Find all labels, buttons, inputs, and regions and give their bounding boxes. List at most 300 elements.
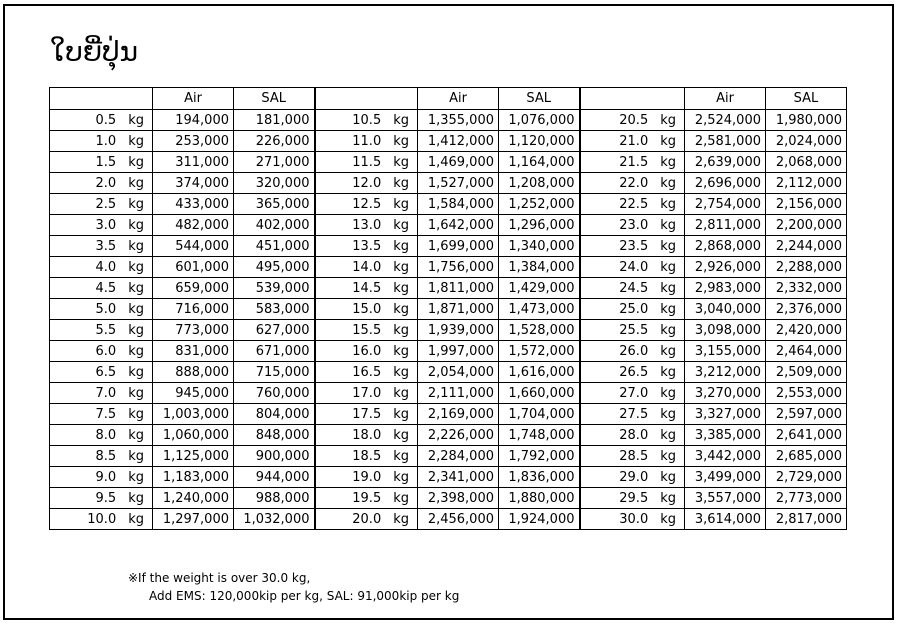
air-rate-cell: 1,642,000 — [418, 215, 499, 236]
weight-value: 25.5 — [619, 322, 649, 338]
weight-value: 2.5 — [95, 196, 117, 212]
weight-unit: kg — [393, 301, 409, 317]
sal-rate-cell: 2,288,000 — [766, 257, 847, 278]
weight-cell — [580, 341, 685, 362]
weight-cell — [315, 341, 418, 362]
weight-cell — [315, 110, 418, 131]
weight-cell — [315, 278, 418, 299]
sal-rate-cell: 2,332,000 — [766, 278, 847, 299]
weight-cell — [580, 257, 685, 278]
weight-unit: kg — [128, 448, 144, 464]
weight-value: 5.0 — [95, 301, 117, 317]
rate-table-body — [50, 110, 847, 530]
weight-value: 3.5 — [95, 238, 117, 254]
weight-value: 27.5 — [619, 406, 649, 422]
air-rate-cell: 945,000 — [153, 383, 234, 404]
weight-unit: kg — [660, 112, 676, 128]
weight-cell — [580, 383, 685, 404]
weight-unit: kg — [128, 469, 144, 485]
air-rate-cell: 1,939,000 — [418, 320, 499, 341]
air-header: Air — [418, 88, 499, 110]
sal-rate-cell: 715,000 — [234, 362, 315, 383]
weight-cell — [50, 257, 153, 278]
sal-rate-cell: 2,244,000 — [766, 236, 847, 257]
air-rate-cell: 2,811,000 — [685, 215, 766, 236]
weight-value: 8.0 — [95, 427, 117, 443]
weight-cell — [580, 509, 685, 530]
air-rate-cell: 3,098,000 — [685, 320, 766, 341]
notes — [128, 569, 459, 605]
table-row — [50, 509, 847, 530]
weight-unit: kg — [128, 364, 144, 380]
weight-cell — [580, 467, 685, 488]
air-rate-cell: 194,000 — [153, 110, 234, 131]
note-line-1: ※If the weight is over 30.0 kg, — [128, 571, 311, 585]
sal-rate-cell: 2,729,000 — [766, 467, 847, 488]
weight-unit: kg — [128, 406, 144, 422]
weight-value: 5.5 — [95, 322, 117, 338]
weight-unit: kg — [660, 427, 676, 443]
air-rate-cell: 1,003,000 — [153, 404, 234, 425]
sal-rate-cell: 671,000 — [234, 341, 315, 362]
weight-cell — [50, 131, 153, 152]
weight-unit: kg — [393, 133, 409, 149]
sal-rate-cell: 900,000 — [234, 446, 315, 467]
sal-rate-cell: 944,000 — [234, 467, 315, 488]
weight-value: 20.5 — [619, 112, 649, 128]
table-row — [50, 236, 847, 257]
weight-value: 1.5 — [95, 154, 117, 170]
weight-unit: kg — [393, 364, 409, 380]
air-rate-cell: 1,125,000 — [153, 446, 234, 467]
sal-rate-cell: 2,553,000 — [766, 383, 847, 404]
sal-rate-cell: 2,464,000 — [766, 341, 847, 362]
weight-cell — [580, 236, 685, 257]
air-rate-cell: 1,871,000 — [418, 299, 499, 320]
weight-unit: kg — [393, 385, 409, 401]
weight-value: 18.5 — [352, 448, 382, 464]
weight-value: 23.5 — [619, 238, 649, 254]
table-row — [50, 299, 847, 320]
table-row — [50, 320, 847, 341]
sal-rate-cell: 181,000 — [234, 110, 315, 131]
weight-value: 9.0 — [95, 469, 117, 485]
sal-rate-cell: 1,076,000 — [499, 110, 580, 131]
air-rate-cell: 2,456,000 — [418, 509, 499, 530]
air-rate-cell: 544,000 — [153, 236, 234, 257]
air-rate-cell: 2,226,000 — [418, 425, 499, 446]
weight-cell — [580, 110, 685, 131]
air-rate-cell: 482,000 — [153, 215, 234, 236]
weight-cell — [50, 320, 153, 341]
weight-value: 18.0 — [352, 427, 382, 443]
weight-unit: kg — [660, 511, 676, 527]
sal-rate-cell: 1,792,000 — [499, 446, 580, 467]
weight-value: 17.0 — [352, 385, 382, 401]
air-rate-cell: 2,341,000 — [418, 467, 499, 488]
sal-header: SAL — [234, 88, 315, 110]
weight-cell — [50, 446, 153, 467]
weight-value: 23.0 — [619, 217, 649, 233]
sal-rate-cell: 1,836,000 — [499, 467, 580, 488]
air-rate-cell: 2,524,000 — [685, 110, 766, 131]
air-rate-cell: 3,040,000 — [685, 299, 766, 320]
air-rate-cell: 1,060,000 — [153, 425, 234, 446]
weight-cell — [315, 194, 418, 215]
sal-rate-cell: 1,429,000 — [499, 278, 580, 299]
weight-cell — [580, 404, 685, 425]
sal-rate-cell: 1,660,000 — [499, 383, 580, 404]
sal-rate-cell: 1,980,000 — [766, 110, 847, 131]
sal-rate-cell: 1,252,000 — [499, 194, 580, 215]
weight-cell — [50, 341, 153, 362]
sal-rate-cell: 402,000 — [234, 215, 315, 236]
weight-unit: kg — [393, 175, 409, 191]
sal-rate-cell: 2,597,000 — [766, 404, 847, 425]
sal-rate-cell: 1,880,000 — [499, 488, 580, 509]
weight-value: 8.5 — [95, 448, 117, 464]
weight-cell — [315, 236, 418, 257]
weight-unit: kg — [393, 427, 409, 443]
weight-unit: kg — [393, 469, 409, 485]
weight-header — [580, 88, 685, 110]
weight-value: 10.5 — [352, 112, 382, 128]
weight-unit: kg — [128, 385, 144, 401]
sal-rate-cell: 1,164,000 — [499, 152, 580, 173]
air-rate-cell: 3,499,000 — [685, 467, 766, 488]
rate-table — [49, 87, 847, 530]
air-rate-cell: 2,868,000 — [685, 236, 766, 257]
weight-unit: kg — [660, 448, 676, 464]
air-rate-cell: 2,926,000 — [685, 257, 766, 278]
weight-value: 19.5 — [352, 490, 382, 506]
weight-unit: kg — [660, 406, 676, 422]
weight-cell — [315, 320, 418, 341]
table-header-row — [50, 88, 847, 110]
weight-unit: kg — [393, 154, 409, 170]
weight-cell — [580, 362, 685, 383]
weight-unit: kg — [128, 196, 144, 212]
weight-unit: kg — [393, 490, 409, 506]
weight-cell — [580, 152, 685, 173]
weight-cell — [315, 299, 418, 320]
weight-cell — [50, 404, 153, 425]
air-rate-cell: 1,811,000 — [418, 278, 499, 299]
weight-value: 3.0 — [95, 217, 117, 233]
weight-value: 16.5 — [352, 364, 382, 380]
weight-unit: kg — [393, 448, 409, 464]
weight-unit: kg — [393, 280, 409, 296]
sal-rate-cell: 451,000 — [234, 236, 315, 257]
weight-value: 19.0 — [352, 469, 382, 485]
sal-rate-cell: 1,208,000 — [499, 173, 580, 194]
table-row — [50, 110, 847, 131]
sal-rate-cell: 1,473,000 — [499, 299, 580, 320]
weight-header — [50, 88, 153, 110]
weight-cell — [315, 488, 418, 509]
weight-cell — [50, 299, 153, 320]
weight-cell — [580, 299, 685, 320]
sal-rate-cell: 2,509,000 — [766, 362, 847, 383]
weight-unit: kg — [393, 322, 409, 338]
weight-cell — [50, 215, 153, 236]
weight-value: 29.5 — [619, 490, 649, 506]
air-rate-cell: 2,754,000 — [685, 194, 766, 215]
weight-cell — [50, 152, 153, 173]
weight-value: 15.0 — [352, 301, 382, 317]
air-rate-cell: 2,111,000 — [418, 383, 499, 404]
air-rate-cell: 1,183,000 — [153, 467, 234, 488]
weight-value: 11.0 — [352, 133, 382, 149]
air-rate-cell: 3,385,000 — [685, 425, 766, 446]
weight-cell — [50, 362, 153, 383]
air-rate-cell: 3,270,000 — [685, 383, 766, 404]
table-row — [50, 215, 847, 236]
weight-unit: kg — [393, 511, 409, 527]
weight-unit: kg — [660, 217, 676, 233]
weight-value: 4.0 — [95, 259, 117, 275]
sal-rate-cell: 2,024,000 — [766, 131, 847, 152]
weight-unit: kg — [128, 427, 144, 443]
air-rate-cell: 3,212,000 — [685, 362, 766, 383]
air-rate-cell: 311,000 — [153, 152, 234, 173]
weight-cell — [315, 131, 418, 152]
sal-header: SAL — [766, 88, 847, 110]
sal-rate-cell: 1,340,000 — [499, 236, 580, 257]
weight-unit: kg — [660, 238, 676, 254]
weight-cell — [50, 110, 153, 131]
weight-unit: kg — [393, 406, 409, 422]
air-rate-cell: 773,000 — [153, 320, 234, 341]
air-rate-cell: 1,527,000 — [418, 173, 499, 194]
table-row — [50, 131, 847, 152]
weight-unit: kg — [660, 196, 676, 212]
air-rate-cell: 1,699,000 — [418, 236, 499, 257]
weight-unit: kg — [128, 322, 144, 338]
sal-rate-cell: 627,000 — [234, 320, 315, 341]
weight-value: 7.5 — [95, 406, 117, 422]
weight-value: 30.0 — [619, 511, 649, 527]
weight-value: 12.0 — [352, 175, 382, 191]
air-rate-cell: 3,442,000 — [685, 446, 766, 467]
weight-value: 14.0 — [352, 259, 382, 275]
weight-cell — [580, 488, 685, 509]
sal-rate-cell: 804,000 — [234, 404, 315, 425]
air-rate-cell: 1,469,000 — [418, 152, 499, 173]
weight-unit: kg — [393, 238, 409, 254]
weight-unit: kg — [128, 112, 144, 128]
sal-rate-cell: 760,000 — [234, 383, 315, 404]
weight-value: 29.0 — [619, 469, 649, 485]
sal-rate-cell: 1,032,000 — [234, 509, 315, 530]
air-rate-cell: 1,584,000 — [418, 194, 499, 215]
table-row — [50, 383, 847, 404]
weight-unit: kg — [660, 343, 676, 359]
table-row — [50, 257, 847, 278]
weight-unit: kg — [128, 301, 144, 317]
sal-rate-cell: 2,817,000 — [766, 509, 847, 530]
weight-cell — [50, 278, 153, 299]
weight-value: 15.5 — [352, 322, 382, 338]
note-line-2: Add EMS: 120,000kip per kg, SAL: 91,000kip per kg — [149, 589, 460, 603]
weight-value: 21.5 — [619, 154, 649, 170]
air-rate-cell: 2,284,000 — [418, 446, 499, 467]
weight-value: 22.0 — [619, 175, 649, 191]
weight-cell — [315, 404, 418, 425]
weight-value: 11.5 — [352, 154, 382, 170]
weight-value: 2.0 — [95, 175, 117, 191]
air-rate-cell: 888,000 — [153, 362, 234, 383]
weight-cell — [315, 173, 418, 194]
sal-rate-cell: 2,200,000 — [766, 215, 847, 236]
weight-unit: kg — [128, 238, 144, 254]
weight-value: 28.0 — [619, 427, 649, 443]
weight-unit: kg — [128, 259, 144, 275]
weight-value: 6.0 — [95, 343, 117, 359]
weight-unit: kg — [128, 280, 144, 296]
weight-cell — [50, 488, 153, 509]
table-row — [50, 173, 847, 194]
air-rate-cell: 3,557,000 — [685, 488, 766, 509]
weight-value: 13.0 — [352, 217, 382, 233]
sal-rate-cell: 226,000 — [234, 131, 315, 152]
weight-cell — [580, 194, 685, 215]
weight-value: 20.0 — [352, 511, 382, 527]
weight-unit: kg — [393, 343, 409, 359]
weight-cell — [50, 425, 153, 446]
sal-rate-cell: 2,641,000 — [766, 425, 847, 446]
air-rate-cell: 1,355,000 — [418, 110, 499, 131]
air-rate-cell: 1,240,000 — [153, 488, 234, 509]
weight-unit: kg — [660, 322, 676, 338]
sal-rate-cell: 1,296,000 — [499, 215, 580, 236]
table-row — [50, 446, 847, 467]
air-rate-cell: 659,000 — [153, 278, 234, 299]
weight-cell — [50, 509, 153, 530]
table-row — [50, 341, 847, 362]
table-row — [50, 278, 847, 299]
sal-rate-cell: 495,000 — [234, 257, 315, 278]
weight-cell — [50, 467, 153, 488]
sal-rate-cell: 2,773,000 — [766, 488, 847, 509]
weight-value: 0.5 — [95, 112, 117, 128]
weight-value: 14.5 — [352, 280, 382, 296]
air-rate-cell: 2,054,000 — [418, 362, 499, 383]
weight-cell — [315, 152, 418, 173]
sal-rate-cell: 2,156,000 — [766, 194, 847, 215]
weight-cell — [315, 467, 418, 488]
air-rate-cell: 2,169,000 — [418, 404, 499, 425]
air-rate-cell: 831,000 — [153, 341, 234, 362]
air-rate-cell: 2,398,000 — [418, 488, 499, 509]
sal-rate-cell: 1,924,000 — [499, 509, 580, 530]
sal-rate-cell: 1,704,000 — [499, 404, 580, 425]
sal-rate-cell: 848,000 — [234, 425, 315, 446]
weight-value: 13.5 — [352, 238, 382, 254]
weight-cell — [580, 446, 685, 467]
weight-value: 12.5 — [352, 196, 382, 212]
weight-cell — [315, 362, 418, 383]
weight-cell — [315, 257, 418, 278]
air-rate-cell: 253,000 — [153, 131, 234, 152]
weight-unit: kg — [128, 175, 144, 191]
weight-value: 7.0 — [95, 385, 117, 401]
weight-cell — [50, 194, 153, 215]
sal-rate-cell: 1,384,000 — [499, 257, 580, 278]
air-rate-cell: 716,000 — [153, 299, 234, 320]
weight-unit: kg — [660, 133, 676, 149]
sal-rate-cell: 1,120,000 — [499, 131, 580, 152]
sal-rate-cell: 2,376,000 — [766, 299, 847, 320]
weight-cell — [50, 173, 153, 194]
sal-rate-cell: 271,000 — [234, 152, 315, 173]
weight-value: 27.0 — [619, 385, 649, 401]
weight-cell — [315, 215, 418, 236]
sal-rate-cell: 320,000 — [234, 173, 315, 194]
weight-value: 10.0 — [87, 511, 117, 527]
weight-value: 25.0 — [619, 301, 649, 317]
air-rate-cell: 2,696,000 — [685, 173, 766, 194]
table-row — [50, 404, 847, 425]
weight-unit: kg — [393, 196, 409, 212]
table-row — [50, 467, 847, 488]
weight-value: 1.0 — [95, 133, 117, 149]
table-row — [50, 488, 847, 509]
sal-rate-cell: 2,068,000 — [766, 152, 847, 173]
weight-unit: kg — [128, 133, 144, 149]
table-row — [50, 362, 847, 383]
weight-unit: kg — [660, 154, 676, 170]
table-row — [50, 425, 847, 446]
weight-unit: kg — [660, 175, 676, 191]
sal-rate-cell: 365,000 — [234, 194, 315, 215]
table-row — [50, 152, 847, 173]
sal-rate-cell: 2,685,000 — [766, 446, 847, 467]
weight-value: 28.5 — [619, 448, 649, 464]
weight-cell — [580, 131, 685, 152]
weight-cell — [315, 383, 418, 404]
weight-value: 4.5 — [95, 280, 117, 296]
weight-value: 9.5 — [95, 490, 117, 506]
weight-unit: kg — [393, 259, 409, 275]
weight-unit: kg — [128, 490, 144, 506]
weight-value: 21.0 — [619, 133, 649, 149]
weight-unit: kg — [128, 343, 144, 359]
air-rate-cell: 3,327,000 — [685, 404, 766, 425]
sal-rate-cell: 1,572,000 — [499, 341, 580, 362]
weight-unit: kg — [393, 112, 409, 128]
weight-unit: kg — [660, 280, 676, 296]
weight-cell — [50, 236, 153, 257]
air-rate-cell: 374,000 — [153, 173, 234, 194]
weight-value: 16.0 — [352, 343, 382, 359]
sal-rate-cell: 1,748,000 — [499, 425, 580, 446]
weight-cell — [580, 425, 685, 446]
weight-cell — [50, 383, 153, 404]
weight-value: 6.5 — [95, 364, 117, 380]
sal-header: SAL — [499, 88, 580, 110]
weight-cell — [580, 278, 685, 299]
page-title: ໃບຍີ່ປຸ່ນ — [50, 35, 139, 68]
air-rate-cell: 2,639,000 — [685, 152, 766, 173]
air-rate-cell: 433,000 — [153, 194, 234, 215]
sal-rate-cell: 1,528,000 — [499, 320, 580, 341]
air-rate-cell: 601,000 — [153, 257, 234, 278]
weight-unit: kg — [128, 511, 144, 527]
weight-cell — [580, 320, 685, 341]
sal-rate-cell: 2,420,000 — [766, 320, 847, 341]
weight-cell — [580, 215, 685, 236]
